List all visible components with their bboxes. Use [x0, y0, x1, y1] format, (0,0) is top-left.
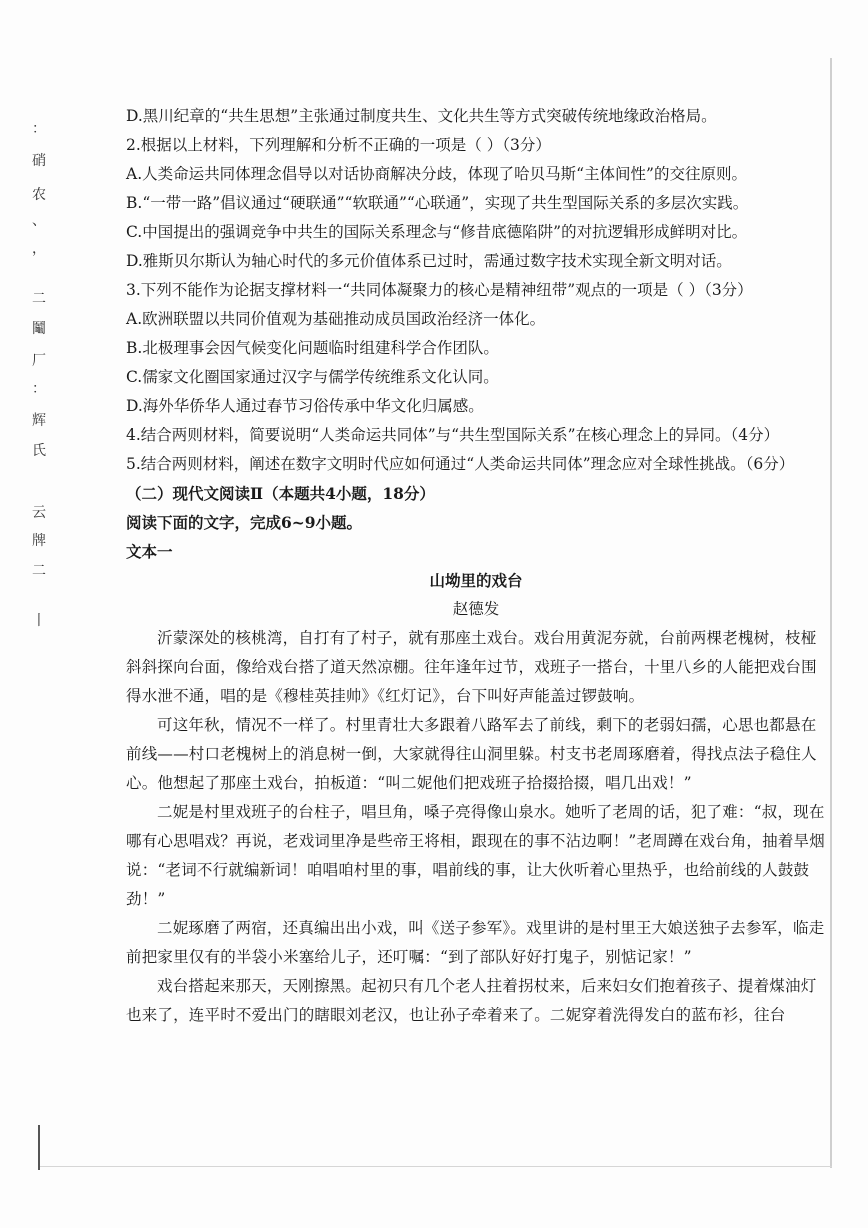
- page-edge-right: [830, 58, 832, 1168]
- option-d-q2: D.雅斯贝尔斯认为轴心时代的多元价值体系已过时，需通过数字技术实现全新文明对话。: [126, 252, 732, 270]
- margin-mark: 鬮: [32, 321, 46, 337]
- option-a-q2: A.人类命运共同体理念倡导以对话协商解决分歧，体现了哈贝马斯“主体间性”的交往原则。: [126, 165, 747, 183]
- option-a-q3: A.欧洲联盟以共同价值观为基础推动成员国政治经济一体化。: [126, 310, 546, 328]
- option-b-q3: B.北极理事会因气候变化问题临时组建科学合作团队。: [126, 339, 499, 357]
- margin-mark: ：: [32, 121, 46, 137]
- question-3: 3.下列不能作为论据支撑材料一“共同体凝聚力的核心是精神纽带”观点的一项是（ ）（3分）: [126, 281, 753, 299]
- option-d-q3: D.海外华侨华人通过春节习俗传承中华文化归属感。: [126, 397, 484, 415]
- option-c-q2: C.中国提出的强调竞争中共生的国际关系理念与“修昔底德陷阱”的对抗逻辑形成鲜明对比。: [126, 223, 748, 241]
- margin-mark: 云: [32, 505, 46, 521]
- binding-margin-marks: [28, 110, 50, 670]
- margin-mark: 厂: [32, 353, 46, 369]
- text-label: 文本一: [126, 542, 173, 561]
- reading-instruction: 阅读下面的文字，完成6~9小题。: [126, 513, 363, 532]
- story-paragraph: 二妮琢磨了两宿，还真编出出小戏，叫《送子参军》。戏里讲的是村里王大娘送独子去参军，临走前把家里仅有的半袋小米塞给儿子，还叮嘱：“到了部队好好打鬼子，别惦记家！”: [126, 919, 825, 966]
- story-paragraph: 沂蒙深处的核桃湾，自打有了村子，就有那座土戏台。戏台用黄泥夯就，台前两棵老槐树，枝桠斜斜探向台面，像给戏台搭了道天然凉棚。往年逢年过节，戏班子一搭台，十里八乡的人能把戏台围得水泄不通，唱的是《穆桂英挂帅》《红灯记》，台下叫好声能盖过锣鼓响。: [126, 629, 817, 705]
- margin-mark: ，: [32, 241, 46, 257]
- story-title: 山坳里的戏台: [429, 571, 523, 590]
- margin-mark: 农: [32, 187, 46, 203]
- question-2: 2.根据以上材料，下列理解和分析不正确的一项是（ ）（3分）: [126, 136, 551, 154]
- option-d-q1: D.黑川纪章的“共生思想”主张通过制度共生、文化共生等方式突破传统地缘政治格局。: [126, 107, 717, 125]
- margin-mark: 、: [32, 213, 46, 229]
- question-5: 5.结合两则材料，阐述在数字文明时代应如何通过“人类命运共同体”理念应对全球性挑战。（6分）: [126, 455, 795, 473]
- margin-mark: 氏: [32, 443, 46, 459]
- story-paragraph: 戏台搭起来那天，天刚擦黑。起初只有几个老人拄着拐杖来，后来妇女们抱着孩子、提着煤油灯也来了，连平时不爱出门的瞎眼刘老汉，也让孙子牵着来了。二妮穿着洗得发白的蓝布衫，往台: [126, 977, 817, 1024]
- story-paragraph: 二妮是村里戏班子的台柱子，唱旦角，嗓子亮得像山泉水。她听了老周的话，犯了难：“叔，现在哪有心思唱戏？再说，老戏词里净是些帝王将相，跟现在的事不沾边啊！”老周蹲在戏台角，抽着旱烟说：“老词不行就编新词！咱唱咱村里的事，唱前线的事，让大伙听着心里热乎，也给前线的人鼓鼓劲！”: [126, 803, 825, 908]
- page-edge-bottom: [40, 1166, 832, 1167]
- story-paragraph: 可这年秋，情况不一样了。村里青壮大多跟着八路军去了前线，剩下的老弱妇孺，心思也都悬在前线——村口老槐树上的消息树一倒，大家就得往山洞里躲。村支书老周琢磨着，得找点法子稳住人心。他想起了那座土戏台，拍板道：“叫二妮他们把戏班子拾掇拾掇，唱几出戏！”: [126, 716, 817, 792]
- margin-mark: 硝: [32, 153, 46, 169]
- binding-mark: [38, 1125, 40, 1170]
- margin-mark: ：: [32, 381, 46, 397]
- margin-mark: 牌: [32, 533, 46, 549]
- option-c-q3: C.儒家文化圈国家通过汉字与儒学传统维系文化认同。: [126, 368, 499, 386]
- margin-mark: 辉: [32, 413, 46, 429]
- option-b-q2: B.“一带一路”倡议通过“硬联通”“软联通”“心联通”，实现了共生型国际关系的多层次实践。: [126, 194, 749, 212]
- section-heading: （二）现代文阅读Ⅱ（本题共4小题，18分）: [126, 484, 435, 503]
- margin-mark: 二: [32, 563, 46, 579]
- question-4: 4.结合两则材料，简要说明“人类命运共同体”与“共生型国际关系”在核心理念上的异同。（4分）: [126, 426, 780, 444]
- margin-mark: 二: [32, 291, 46, 307]
- exam-text: [126, 102, 826, 1030]
- margin-mark: 丨: [32, 613, 46, 629]
- story-author: 赵德发: [452, 600, 500, 618]
